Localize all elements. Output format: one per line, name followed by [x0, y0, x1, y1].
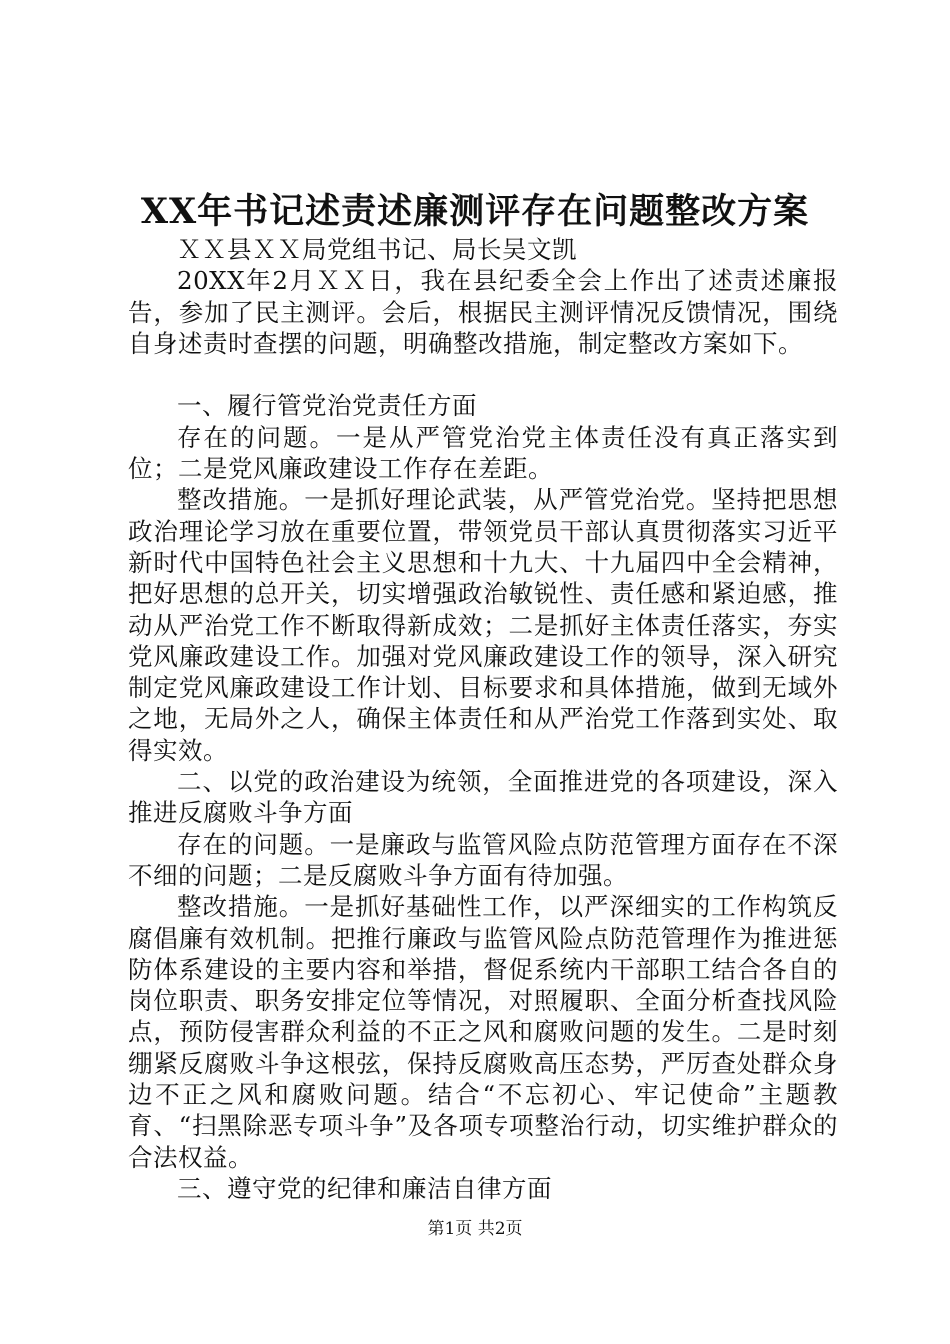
section-heading-2: 二、以党的政治建设为统领，全面推进党的各项建设，深入推进反腐败斗争方面: [128, 767, 838, 828]
author-line: ＸＸ县ＸＸ局党组书记、局长吴文凯: [177, 235, 577, 264]
intro-paragraph: 20XX年2月ＸＸ日，我在县纪委全会上作出了述责述廉报告，参加了民主测评。会后，根据民主测评情况反馈情况，围绕自身述责时查摆的问题，明确整改措施，制定整改方案如下。: [128, 266, 838, 358]
section-2-problems: 存在的问题。一是廉政与监管风险点防范管理方面存在不深不细的问题；二是反腐败斗争方面有待加强。: [128, 829, 838, 890]
section-1-measures: 整改措施。一是抓好理论武装，从严管党治党。坚持把思想政治理论学习放在重要位置，带领党员干部认真贯彻落实习近平新时代中国特色社会主义思想和十九大、十九届四中全会精神，把好思想的总开关，切实增强政治敏锐性、责任感和紧迫感，推动从严治党工作不断取得新成效；二是抓好主体责任落实，夯实党风廉政建设工作。加强对党风廉政建设工作的领导，深入研究制定党风廉政建设工作计划、目标要求和具体措施，做到无域外之地，无局外之人，确保主体责任和从严治党工作落到实处、取得实效。: [128, 485, 838, 765]
section-1-problems: 存在的问题。一是从严管党治党主体责任没有真正落实到位；二是党风廉政建设工作存在差距。: [128, 422, 838, 484]
page-footer: 第1页 共2页: [427, 1219, 523, 1239]
document-body: [128, 234, 838, 1204]
paragraph-spacer: [128, 359, 838, 390]
section-2-measures: 整改措施。一是抓好基础性工作，以严深细实的工作构筑反腐倡廉有效机制。把推行廉政与监管风险点防范管理作为推进惩防体系建设的主要内容和举措，督促系统内干部职工结合各自的岗位职责、职务安排定位等情况，对照履职、全面分析查找风险点，预防侵害群众利益的不正之风和腐败问题的发生。二是时刻绷紧反腐败斗争这根弦，保持反腐败高压态势，严厉查处群众身边不正之风和腐败问题。结合“不忘初心、牢记使命”主题教育、“扫黑除恶专项斗争”及各项专项整治行动，切实维护群众的合法权益。: [128, 892, 838, 1172]
section-heading-1: 一、履行管党治党责任方面: [177, 391, 477, 421]
section-heading-3: 三、遵守党的纪律和廉洁自律方面: [177, 1173, 552, 1203]
document-title: XX年书记述责述廉测评存在问题整改方案: [140, 191, 810, 232]
